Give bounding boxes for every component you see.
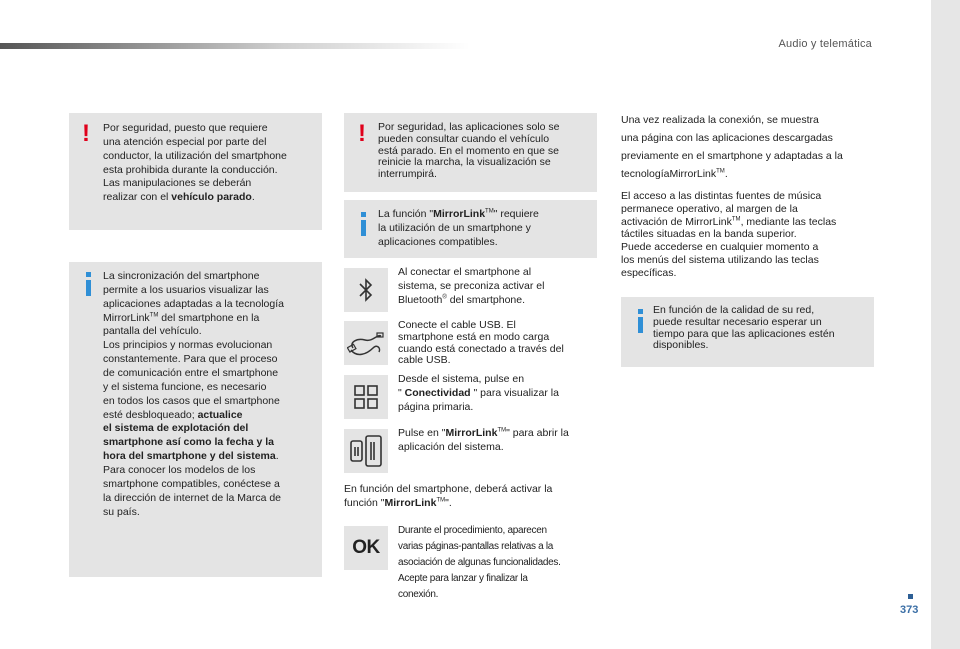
info-line: de comunicación entre el smartphone (103, 367, 279, 380)
warning-line: pueden consultar cuando el vehículo (378, 132, 550, 145)
warning-line: una atención especial por parte del (103, 135, 267, 148)
info-line: pantalla del vehículo. (103, 325, 202, 338)
bluetooth-icon (356, 277, 376, 303)
info-icon (84, 272, 92, 296)
usb-step-text: Conecte el cable USB. El smartphone está en modo carga cuando está conectado a través del cable USB. (398, 319, 564, 367)
page-number: 373 (900, 604, 919, 616)
info-line: La función "MirrorLink™" requiere (378, 208, 539, 220)
usb-cable-icon (347, 328, 385, 358)
info-line: puede resultar necesario esperar un (653, 315, 822, 328)
ok-step-text: Durante el procedimiento, aparecen varias páginas-pantallas relativas a la asociación de algunas funcionalidades. Acepte para lanzar y finalizar la conexión. (398, 525, 561, 600)
connectivity-step-text: Desde el sistema, pulse en " Conectividad " para visualizar la página primaria. (398, 373, 559, 413)
left-info-box (69, 262, 322, 577)
info-line: Para conocer los modelos de los (103, 464, 256, 477)
header-rule (0, 43, 470, 49)
warning-line: interrumpirá. (378, 168, 437, 180)
info-line: y el sistema funcione, es necesario (103, 380, 267, 393)
info-line: constantemente. Para que el proceso (103, 353, 278, 366)
mirrorlink-step-text: Pulse en "MirrorLink™" para abrir la aplicación del sistema. (398, 427, 569, 453)
ok-icon: OK (352, 537, 380, 558)
activation-paragraph: En función del smartphone, deberá activar la función "MirrorLink™". (344, 483, 553, 509)
info-line: MirrorLink™ del smartphone en la (103, 311, 260, 324)
warning-line: esta prohibida durante la conducción. (103, 163, 278, 176)
info-line: la utilización de un smartphone y (378, 221, 531, 234)
grid-apps-icon (354, 385, 378, 409)
bluetooth-step-icon (344, 268, 388, 312)
page-header-title: Audio y telemática (778, 38, 872, 50)
warning-line: reinicie la marcha, la visualización se (378, 156, 551, 169)
info-icon (636, 309, 644, 333)
info-line: La sincronización del smartphone (103, 270, 260, 282)
warning-line: realizar con el vehículo parado. (103, 191, 255, 204)
warning-icon: ! (82, 120, 90, 147)
info-line: la dirección de internet de la Marca de (103, 491, 282, 504)
warning-line: conductor, la utilización del smartphone (103, 149, 287, 162)
right-paragraph-2: El acceso a las distintas fuentes de música permanece operativo, al margen de la activación de MirrorLink™, mediante las teclas táctiles situadas en la banda superior. Puede accederse en cualquier momento a los menús del sistema utilizando las teclas específicas. (621, 190, 837, 279)
mirrorlink-step-icon (344, 429, 388, 473)
info-line: disponibles. (653, 339, 709, 352)
bluetooth-step-text: Al conectar el smartphone al sistema, se preconiza activar el Bluetooth® del smartphone. (398, 266, 545, 306)
warning-icon: ! (358, 120, 366, 147)
info-line: aplicaciones compatibles. (378, 235, 498, 248)
info-line: el sistema de explotación del (103, 422, 249, 435)
info-line: En función de la calidad de su red, (653, 304, 815, 316)
info-icon (359, 212, 367, 236)
info-line: hora del smartphone y del sistema. (103, 450, 279, 463)
info-line: aplicaciones adaptadas a la tecnología (103, 297, 284, 310)
left-warning-box (69, 113, 322, 230)
connectivity-step-icon (344, 375, 388, 419)
info-line: smartphone compatibles, conéctese a (103, 477, 280, 490)
info-line: Los principios y normas evolucionan (103, 339, 273, 352)
info-line: tiempo para que las aplicaciones estén (653, 327, 835, 340)
warning-line: Por seguridad, las aplicaciones solo se (378, 121, 560, 133)
right-paragraph-1: Una vez realizada la conexión, se muestra una página con las aplicaciones descargadas previamente en el smartphone y adaptadas a la tecnologíaMirrorLink™. (621, 114, 843, 180)
middle-warning-box (344, 113, 597, 192)
info-line: su país. (103, 505, 140, 518)
side-margin-strip (931, 0, 960, 649)
warning-line: Las manipulaciones se deberán (103, 177, 252, 190)
usb-step-icon (344, 321, 388, 365)
ok-step-icon (344, 526, 388, 570)
info-line: permite a los usuarios visualizar las (103, 283, 269, 296)
info-line: en todos los casos que el smartphone (103, 394, 280, 407)
warning-line: Por seguridad, puesto que requiere (103, 122, 268, 134)
info-line: smartphone así como la fecha y la (103, 436, 274, 449)
info-line: esté desbloqueado; actualice (103, 408, 243, 421)
warning-line: está parado. En el momento en que se (378, 144, 559, 157)
right-info-box (621, 297, 874, 367)
middle-info-box (344, 200, 597, 258)
mirrorlink-icon (349, 434, 383, 468)
page-marker (908, 594, 913, 599)
